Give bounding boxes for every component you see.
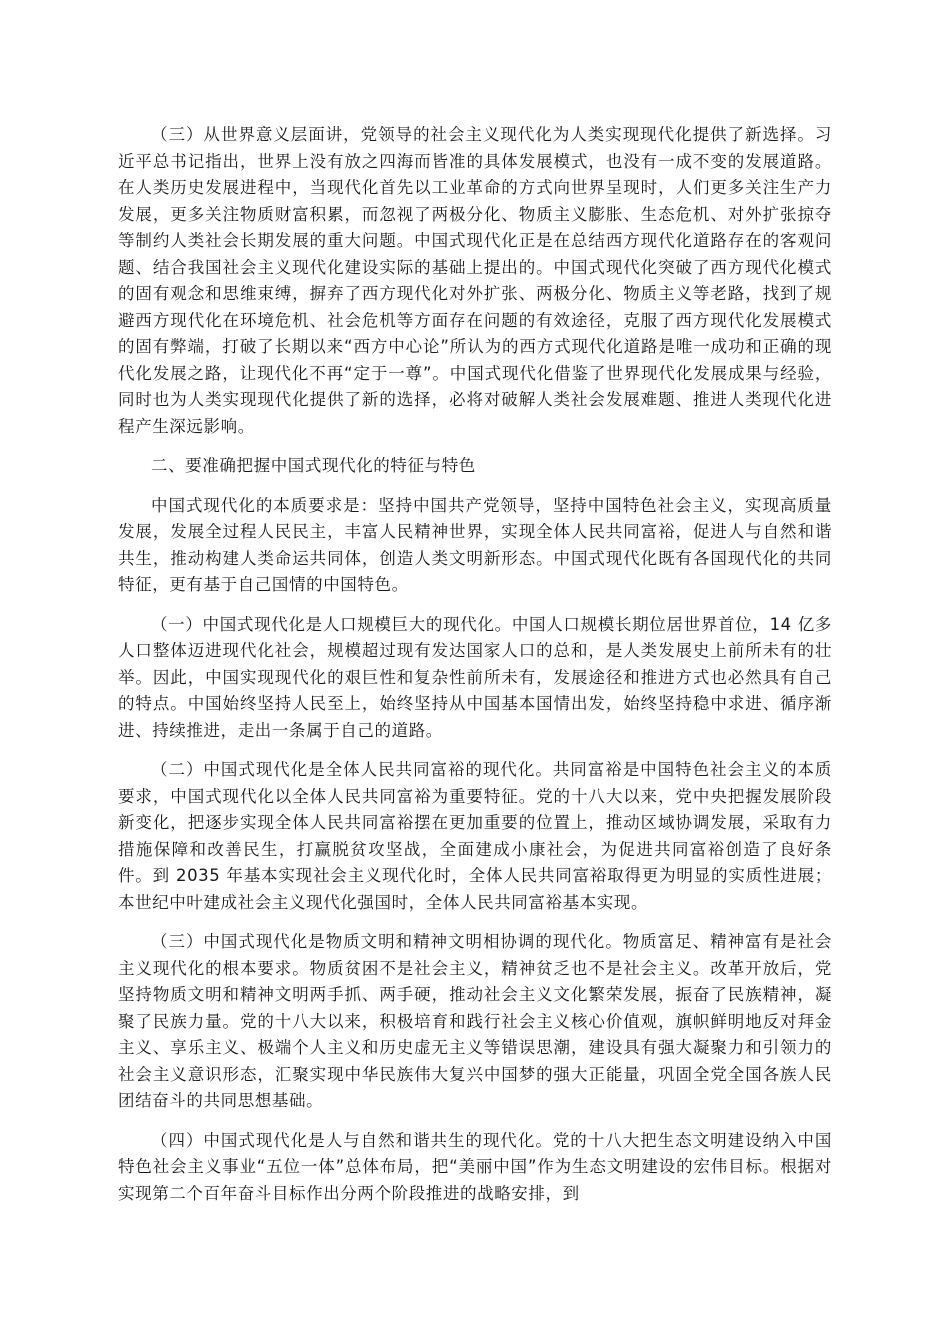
paragraph-world-significance: （三）从世界意义层面讲，党领导的社会主义现代化为人类实现现代化提供了新选择。习近平总书记指出，世界上没有放之四海而皆准的具体发展模式，也没有一成不变的发展道路。在人类历史发展进程中，当现代化首先以工业革命的方式向世界呈现时，人们更多关注生产力发展，更多关注物质财富积累，而忽视了两极分化、物质主义膨胀、生态危机、对外扩张掠夺等制约人类社会长期发展的重大问题。中国式现代化正是在总结西方现代化道路存在的客观问题、结合我国社会主义现代化建设实际的基础上提出的。中国式现代化突破了西方现代化模式的固有观念和思维束缚，摒弃了西方现代化对外扩张、两极分化、物质主义等老路，找到了规避西方现代化在环境危机、社会危机等方面存在问题的有效途径，克服了西方现代化发展模式的固有弊端，打破了长期以来“西方中心论”所认为的西方式现代化道路是唯一成功和正确的现代化发展之路，让现代化不再“定于一尊”。中国式现代化借鉴了世界现代化发展成果与经验，同时也为人类实现现代化提供了新的选择，必将对破解人类社会发展难题、推进人类现代化进程产生深远影响。 xyxy=(118,125,832,436)
paragraph-feature-harmony-nature: （四）中国式现代化是人与自然和谐共生的现代化。党的十八大把生态文明建设纳入中国特色社会主义事业“五位一体”总体布局，把“美丽中国”作为生态文明建设的宏伟目标。根据对实现第二个百年奋斗目标作出分两个阶段推进的战略安排，到 xyxy=(118,1130,832,1203)
paragraph-feature-common-prosperity: （二）中国式现代化是全体人民共同富裕的现代化。共同富裕是中国特色社会主义的本质要求，中国式现代化以全体人民共同富裕为重要特征。党的十八大以来，党中央把握发展阶段新变化，把逐步实现全体人民共同富裕摆在更加重要的位置上，推动区域协调发展，采取有力措施保障和改善民生，打赢脱贫攻坚战，全面建成小康社会，为促进共同富裕创造了良好条件。到 2035 年基本实现社会主义现代化时，全体人民共同富裕取得更为明显的实质性进展；本世纪中叶建成社会主义现代化强国时，全体人民共同富裕基本实现。 xyxy=(118,760,832,912)
section-heading-features: 二、要准确把握中国式现代化的特征与特色 xyxy=(151,456,476,475)
paragraph-feature-material-spiritual: （三）中国式现代化是物质文明和精神文明相协调的现代化。物质富足、精神富有是社会主义现代化的根本要求。物质贫困不是社会主义，精神贫乏也不是社会主义。改革开放后，党坚持物质文明和精神文明两手抓、两手硬，推动社会主义文化繁荣发展，振奋了民族精神，凝聚了民族力量。党的十八大以来，积极培育和践行社会主义核心价值观，旗帜鲜明地反对拜金主义、享乐主义、极端个人主义和历史虚无主义等错误思潮，建设具有强大凝聚力和引领力的社会主义意识形态，汇聚实现中华民族伟大复兴中国梦的强大正能量，巩固全党全国各族人民团结奋斗的共同思想基础。 xyxy=(118,932,832,1110)
document-body xyxy=(118,122,832,1220)
paragraph-essential-requirements: 中国式现代化的本质要求是：坚持中国共产党领导，坚持中国特色社会主义，实现高质量发展，发展全过程人民民主，丰富人民精神世界，实现全体人民共同富裕，促进人与自然和谐共生，推动构建人类命运共同体，创造人类文明新形态。中国式现代化既有各国现代化的共同特征，更有基于自己国情的中国特色。 xyxy=(118,495,832,594)
paragraph-feature-population: （一）中国式现代化是人口规模巨大的现代化。中国人口规模长期位居世界首位，14 亿多人口整体迈进现代化社会，规模超过现有发达国家人口的总和，是人类发展史上前所未有的壮举。因此，中国实现现代化的艰巨性和复杂性前所未有，发展途径和推进方式也必然具有自己的特点。中国始终坚持人民至上，始终坚持从中国基本国情出发，始终坚持稳中求进、循序渐进、持续推进，走出一条属于自己的道路。 xyxy=(118,614,832,740)
